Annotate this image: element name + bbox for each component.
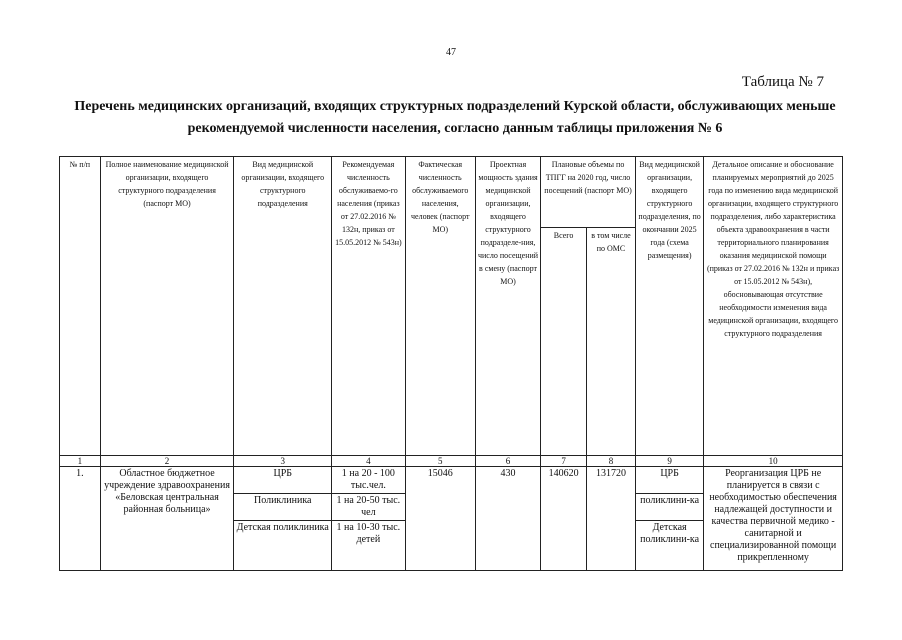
- header-number: № п/п: [60, 157, 101, 456]
- row-number: 1.: [60, 467, 101, 571]
- column-number-row: [60, 456, 843, 467]
- header-description: Детальное описание и обоснование планируемых мероприятий до 2025 года по изменению вида медицинской организации, входящего структурного подразделения, либо характеристика объекта здравоохранения в части территориального планирования оказания медицинской помощи (приказ от 27.02.2016 № 132н и приказ от 15.05.2012 № 543н), обосновывающая отсутствие необходимости изменения вида медицинской организации, входящего структурного подразделения: [704, 157, 843, 456]
- header-actual-population: Фактическая численность обслуживаемого населения, человек (паспорт МО): [405, 157, 475, 456]
- type-2025-polyclinic: поликлини-ка: [635, 494, 703, 521]
- column-number: 7: [541, 456, 587, 467]
- norm-crb: 1 на 20 - 100 тыс.чел.: [332, 467, 405, 494]
- organizations-table: [59, 156, 843, 571]
- table-row: [60, 467, 843, 494]
- column-number: 4: [332, 456, 405, 467]
- norm-polyclinic: 1 на 20-50 тыс. чел: [332, 494, 405, 521]
- description: Реорганизация ЦРБ не планируется в связи с необходимостью обеспечения надлежащей доступности и качества первичной медико - санитарной и специализированной помощи прикрепленному: [704, 467, 843, 571]
- table-label: Таблица № 7: [741, 74, 824, 90]
- actual-population: 15046: [405, 467, 475, 571]
- header-plan-total: Всего: [541, 228, 587, 456]
- column-number: 6: [475, 456, 540, 467]
- header-type-2025: Вид медицинской организации, входящего структурного подразделения, по окончании 2025 года (схема размещения): [635, 157, 703, 456]
- header-org-name: Полное наименование медицинской организации, входящего структурного подразделения (паспорт МО): [100, 157, 234, 456]
- header-recommended-population: Рекомендуемая численность обслуживаемо-го населения (приказ от 27.02.2016 № 132н, приказ от 15.05.2012 № 543н): [332, 157, 405, 456]
- org-type-children-polyclinic: Детская поликлиника: [234, 521, 332, 571]
- column-number: 3: [234, 456, 332, 467]
- header-plan-oms: в том числе по ОМС: [587, 228, 636, 456]
- column-number: 5: [405, 456, 475, 467]
- header-row: [60, 157, 843, 228]
- plan-oms: 131720: [587, 467, 636, 571]
- org-type-polyclinic: Поликлиника: [234, 494, 332, 521]
- norm-children-polyclinic: 1 на 10-30 тыс. детей: [332, 521, 405, 571]
- column-number: 10: [704, 456, 843, 467]
- column-number: 1: [60, 456, 101, 467]
- column-number: 9: [635, 456, 703, 467]
- column-number: 2: [100, 456, 234, 467]
- org-name: Областное бюджетное учреждение здравоохранения «Беловская центральная районная больница»: [100, 467, 234, 571]
- header-planned-volumes: Плановые объемы по ТПГГ на 2020 год, число посещений (паспорт МО): [541, 157, 636, 228]
- org-type-crb: ЦРБ: [234, 467, 332, 494]
- header-org-type: Вид медицинской организации, входящего структурного подразделения: [234, 157, 332, 456]
- document-title: Перечень медицинских организаций, входящих структурных подразделений Курской области, обслуживающих меньше рекомендуемой численности населения, согласно данным таблицы приложения № 6: [74, 99, 836, 136]
- capacity: 430: [475, 467, 540, 571]
- page-number: 47: [446, 47, 456, 58]
- column-number: 8: [587, 456, 636, 467]
- plan-total: 140620: [541, 467, 587, 571]
- type-2025-crb: ЦРБ: [635, 467, 703, 494]
- type-2025-children-polyclinic: Детская поликлини-ка: [635, 521, 703, 571]
- header-capacity: Проектная мощность здания медицинской организации, входящего структурного подразделе-ния, число посещений в смену (паспорт МО): [475, 157, 540, 456]
